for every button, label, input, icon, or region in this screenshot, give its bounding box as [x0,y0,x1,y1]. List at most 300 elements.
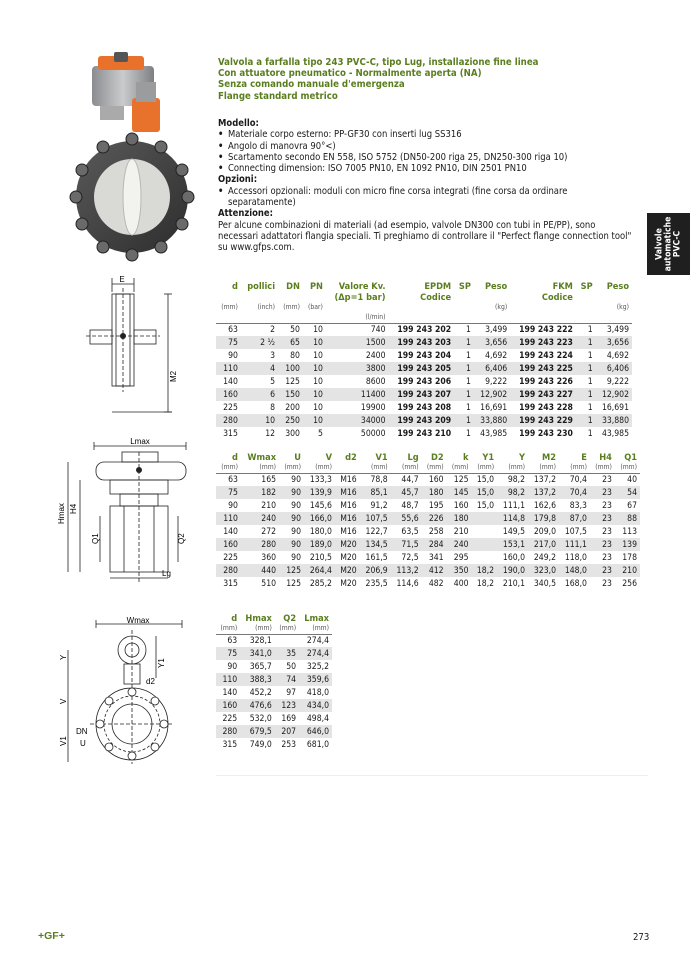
table-cell: 140 [222,687,238,698]
column-header: (mm) [221,463,238,471]
column-header: (mm) [570,463,587,471]
section-tab-line: PVC-C [672,230,682,258]
column-header: (kg) [616,303,629,311]
column-header: D2 [430,452,444,463]
table-cell: 434,0 [299,699,332,712]
table-cell: 90 [279,473,304,486]
table-cell: 3,499 [596,323,632,336]
table-cell: 325,2 [306,661,329,672]
table-cell: 148,0 [559,564,590,577]
table-cell: 91,2 [370,500,388,511]
table-dimensions [216,452,640,590]
column-header: EPDM [424,281,452,292]
table-header-row [216,292,632,303]
table-cell: 681,0 [306,739,329,750]
table-cell: 6 [241,388,278,401]
table-cell: 199 243 227 [510,388,576,401]
column-header [454,303,474,313]
table-cell: 48,7 [401,500,419,511]
table-cell: 23 [602,578,612,589]
model-item: • Materiale corpo esterno: PP-GF30 con inserti lug SS316 [218,129,638,140]
table-cell: 134,5 [360,538,391,551]
column-header: Lg [407,452,419,463]
table-cell: 249,2 [533,552,556,563]
table-cell: 280 [216,414,241,427]
table-cell: 122,7 [365,526,388,537]
table-cell: 5 [270,376,276,387]
table-cell: 12 [265,428,276,439]
table-cell: 210,1 [502,578,526,589]
table-cell: 256 [622,578,637,589]
table-cell: 34000 [326,414,389,427]
table-cell: 182 [241,486,279,499]
table-cell: 2 [241,323,278,336]
table-cell: 75 [216,336,241,349]
column-header [216,313,241,323]
table-cell: 107,5 [564,526,587,537]
column-header: Q1 [624,452,637,463]
column-header [474,313,510,323]
table-cell: 210 [261,500,277,511]
section-tab [647,213,690,275]
table-cell: 125 [447,473,472,486]
table-cell: 498,4 [306,713,329,724]
column-header: Valore Kv. [338,281,386,292]
table-cell: 160,0 [502,552,526,563]
table-cell: 179,8 [528,512,559,525]
table-cell: 341,0 [240,647,275,660]
table-cell: 207 [275,725,299,738]
table-row [216,577,640,590]
table-cell: 140 [223,526,238,537]
table-cell: 274,4 [299,647,332,660]
column-header [454,292,474,303]
table-cell: 50000 [360,428,386,439]
dim-label-Q2: Q2 [177,533,186,544]
table-cell: 199 243 225 [510,362,576,375]
column-header [389,313,455,323]
column-header [454,313,474,323]
table-cell: 15,0 [472,486,498,499]
table-cell: 98,2 [497,486,528,499]
column-header: (mm) [477,463,495,471]
table-cell: 452,2 [249,687,272,698]
table-cell: 189,0 [304,538,335,551]
table-row [216,725,332,738]
table-cell: 210,5 [309,552,332,563]
column-header [303,292,326,303]
column-header: (mm) [220,624,238,632]
column-header: DN [286,281,300,292]
table-cell: 1 [587,428,593,439]
column-header [389,303,455,313]
column-header [278,313,303,323]
table-cell: 50 [286,661,297,672]
table-cell: M20 [340,578,357,589]
column-header [576,303,596,313]
attention-title: Attenzione: [218,208,274,220]
table-ordering-codes [216,281,632,440]
table-cell: 98,2 [497,473,528,486]
table-cell: 107,5 [360,512,391,525]
column-header [576,292,596,303]
model-item: • Angolo di manovra 90°<) [218,141,638,152]
options-title: Opzioni: [218,174,258,186]
table-cell: 23 [590,473,615,486]
table-cell: 210 [453,526,469,537]
column-header: Hmax [245,613,272,624]
table-cell: 1 [576,388,596,401]
table-cell: 226 [422,512,447,525]
table-cell: 40 [615,473,640,486]
table-cell: 6,406 [474,362,510,375]
table-cell: 235,5 [365,578,388,589]
column-header: SP [580,281,593,292]
column-header: (mm) [426,463,444,471]
table-cell: 63 [216,634,240,647]
description-block [218,118,638,254]
table-cell: 180,0 [309,526,332,537]
table-cell: 87,0 [559,512,590,525]
column-header [303,313,326,323]
options-list [218,186,638,209]
table-cell: 145,6 [309,500,332,511]
table-cell: M16 [335,512,360,525]
column-header: (mm) [371,463,388,471]
table-cell: 125 [285,376,300,387]
table-cell: 1 [454,362,474,375]
table-cell: M16 [335,473,360,486]
table-cell: 210 [615,564,640,577]
table-cell: 114,6 [396,578,419,589]
table-row [216,486,640,499]
product-title-block [218,57,638,102]
table-cell: 1 [576,414,596,427]
dim-label-Q1: Q1 [91,533,100,544]
table-cell: 4 [241,362,278,375]
table-cell: 149,5 [502,526,526,537]
table-cell: 74 [275,673,299,686]
column-header: Codice [420,292,452,303]
table-cell: 240 [241,512,279,525]
dim-label-Wmax: Wmax [126,616,150,625]
divider [216,775,648,776]
table-row [216,323,632,336]
table-cell: 418,0 [306,687,329,698]
table-units-row [216,303,632,313]
table-row [216,427,632,440]
table-header-row [216,281,632,292]
table-cell: 180 [447,512,472,525]
table-cell: 90 [291,552,302,563]
table-cell: 90 [228,500,238,511]
table-cell: 10 [303,323,326,336]
table-cell: 50 [278,323,303,336]
column-header [326,303,389,313]
table-dimensions-height [216,613,332,751]
model-title: Modello: [218,118,259,129]
table-cell: 90 [227,661,238,672]
table-cell: 70,4 [559,473,590,486]
column-header: SP [458,281,471,292]
table-cell: 1 [466,402,471,413]
model-item: • Connecting dimension: ISO 7005 PN10, EN 1092 PN10, DIN 2501 PN10 [218,163,638,174]
dim-label-d2: d2 [146,677,155,686]
table-cell: 476,6 [240,699,275,712]
table-cell: 482 [428,578,444,589]
table-cell: 23 [590,486,615,499]
table-cell: 225 [223,552,238,563]
column-header: d2 [345,452,357,463]
column-header: Codice [541,292,573,303]
page-number: 273 [633,932,650,943]
column-header: Y [519,452,526,463]
table-cell: 160 [453,500,469,511]
table-cell: 3,499 [474,323,510,336]
table-row [216,473,640,486]
table-cell: 274,4 [299,634,332,647]
table-cell: 83,3 [569,500,587,511]
table-cell: 1 [466,350,471,361]
table-cell: 2 ½ [241,336,278,349]
table-cell: 6,406 [596,362,632,375]
table-cell: 165 [241,473,279,486]
table-row [216,512,640,525]
column-header: d [231,613,238,624]
column-header: (Δp=1 bar) [334,292,386,303]
dim-label-H4: H4 [69,503,78,514]
table-cell: 199 243 208 [397,402,452,413]
table-row [216,414,632,427]
product-subtitle-manual: Senza comando manuale d'emergenza [218,79,405,91]
table-cell: 285,2 [309,578,332,589]
table-cell: 180 [422,486,447,499]
column-header [474,292,510,303]
table-row [216,673,332,686]
table-cell: 323,0 [528,564,559,577]
table-cell: 15,0 [472,473,498,486]
table-cell: 43,985 [480,428,508,439]
table-cell: M20 [335,538,360,551]
table-row [216,499,640,512]
table-cell: M16 [340,526,357,537]
table-cell: 78,8 [360,473,391,486]
table-cell: 90 [279,486,304,499]
product-subtitle-actuator: Con attuatore pneumatico - Normalmente aperta (NA) [218,68,482,80]
column-header [596,313,632,323]
table-row [216,375,632,388]
table-row [216,538,640,551]
table-cell: 190,0 [497,564,528,577]
table-cell: 1 [454,336,474,349]
table-cell: 160 [216,538,241,551]
table-cell: 23 [590,564,615,577]
table-cell: 23 [602,526,612,537]
table-cell: 67 [627,500,637,511]
table-cell: 55,6 [391,512,422,525]
table-cell: 510 [261,578,277,589]
table-row [216,564,640,577]
column-header: Q2 [283,613,297,624]
table-cell: 532,0 [249,713,272,724]
column-header: Lmax [304,613,329,624]
column-header: (mm) [595,463,612,471]
table-cell: M16 [340,500,357,511]
column-header: E [581,452,587,463]
column-header: pollici [247,281,276,292]
table-cell: 740 [326,323,389,336]
dim-label-Y: Y [59,654,68,660]
table-cell: 412 [422,564,447,577]
table-cell: 111,1 [559,538,590,551]
product-photo [70,52,210,272]
table-units-row [216,463,640,473]
table-cell: 33,880 [596,414,632,427]
table-cell: 19900 [360,402,386,413]
table-cell: 3,656 [596,336,632,349]
table-cell [472,525,498,538]
column-header: (mm) [221,303,238,311]
table-cell: 300 [285,428,300,439]
table-cell: 8 [270,402,276,413]
table-cell: 199 243 224 [519,350,573,361]
table-cell: 225 [223,402,238,413]
column-header: FKM [552,281,573,292]
table-cell: M16 [335,486,360,499]
table-cell: 5 [318,428,323,439]
dim-label-U: U [80,739,86,748]
table-cell: 10 [313,402,323,413]
table-cell: M20 [340,552,357,563]
table-cell: 113,2 [391,564,422,577]
column-header: (l/min) [365,313,386,321]
table-cell: 23 [602,500,612,511]
table-header-row [216,613,332,624]
table-cell: 1 [466,376,471,387]
drawing-side-view [64,274,194,422]
table-row [216,660,332,673]
table-cell: 209,0 [533,526,556,537]
table-cell: 16,691 [480,402,508,413]
table-cell: 264,4 [304,564,335,577]
table-cell: 8600 [365,376,386,387]
table-cell: 646,0 [299,725,332,738]
table-cell: 140 [223,376,238,387]
table-header-row [216,452,640,463]
column-header: k [463,452,469,463]
table-cell: 15,0 [476,500,495,511]
model-list [218,129,638,174]
table-cell: 10 [303,336,326,349]
table-cell: 161,5 [365,552,388,563]
table-cell: 10 [303,362,326,375]
column-header: M2 [542,452,556,463]
table-cell: 153,1 [497,538,528,551]
column-header: (mm) [620,463,637,471]
table-cell: 341 [428,552,444,563]
table-cell: 199 243 228 [519,402,573,413]
table-cell: 1 [454,323,474,336]
table-cell: 145 [447,486,472,499]
column-header: (mm) [255,624,272,632]
table-cell: 315 [222,739,238,750]
table-cell: 12,902 [474,388,510,401]
table-row [216,551,640,564]
table-cell: 199 243 226 [519,376,573,387]
table-cell: 90 [228,350,238,361]
section-tab-line: automatiche [663,216,673,272]
table-cell: 440 [241,564,279,577]
table-cell: 1 [576,362,596,375]
table-cell: 1 [466,428,471,439]
table-cell: 199 243 205 [389,362,455,375]
table-cell: 160 [216,699,240,712]
table-cell: 360 [261,552,277,563]
table-row [216,699,332,712]
table-row [216,712,332,725]
table-cell: 4,692 [485,350,508,361]
table-cell: 3 [270,350,276,361]
table-cell: 1 [576,336,596,349]
table-cell: 1 [454,414,474,427]
table-cell: 199 243 203 [389,336,455,349]
table-cell: 166,0 [304,512,335,525]
table-cell: 162,6 [533,500,556,511]
dim-label-E: E [119,275,125,284]
model-item: • Scartamento secondo EN 558, ISO 5752 (DN50-200 riga 25, DN250-300 riga 10) [218,152,638,163]
column-header: (mm) [312,624,329,632]
column-header: (mm) [283,303,300,311]
table-cell: 272 [261,526,277,537]
table-cell: 400 [453,578,469,589]
table-cell: 10 [303,414,326,427]
column-header: (mm) [539,463,556,471]
table-row [216,738,332,751]
table-cell: 133,3 [304,473,335,486]
product-title: Valvola a farfalla tipo 243 PVC-C, tipo Lug, installazione fine linea [218,57,539,68]
table-cell: 3800 [326,362,389,375]
table-cell: 315 [223,578,238,589]
gf-logo: +GF+ [38,930,65,942]
column-header: Peso [606,281,629,292]
table-cell: 199 243 210 [397,428,452,439]
column-header [216,292,241,303]
table-cell: 43,985 [601,428,629,439]
table-row [216,362,632,375]
table-cell: 70,4 [559,486,590,499]
table-cell: 125 [279,564,304,577]
column-header: (mm) [451,463,469,471]
table-cell: 63,5 [401,526,419,537]
table-cell: 123 [275,699,299,712]
table-cell: 139,9 [304,486,335,499]
table-cell: 169 [281,713,297,724]
column-header [510,313,576,323]
table-cell: 160 [216,388,241,401]
table-cell: 10 [303,388,326,401]
table-cell: 1 [587,402,593,413]
dim-label-V: V [59,698,68,704]
table-cell: 199 243 222 [510,323,576,336]
column-header: V1 [375,452,388,463]
column-header: (bar) [308,303,323,311]
column-header: PN [309,281,323,292]
column-header [241,292,278,303]
table-cell: 315 [223,428,238,439]
table-cell [275,634,299,647]
table-cell: 253 [281,739,297,750]
table-units-row [216,624,332,634]
